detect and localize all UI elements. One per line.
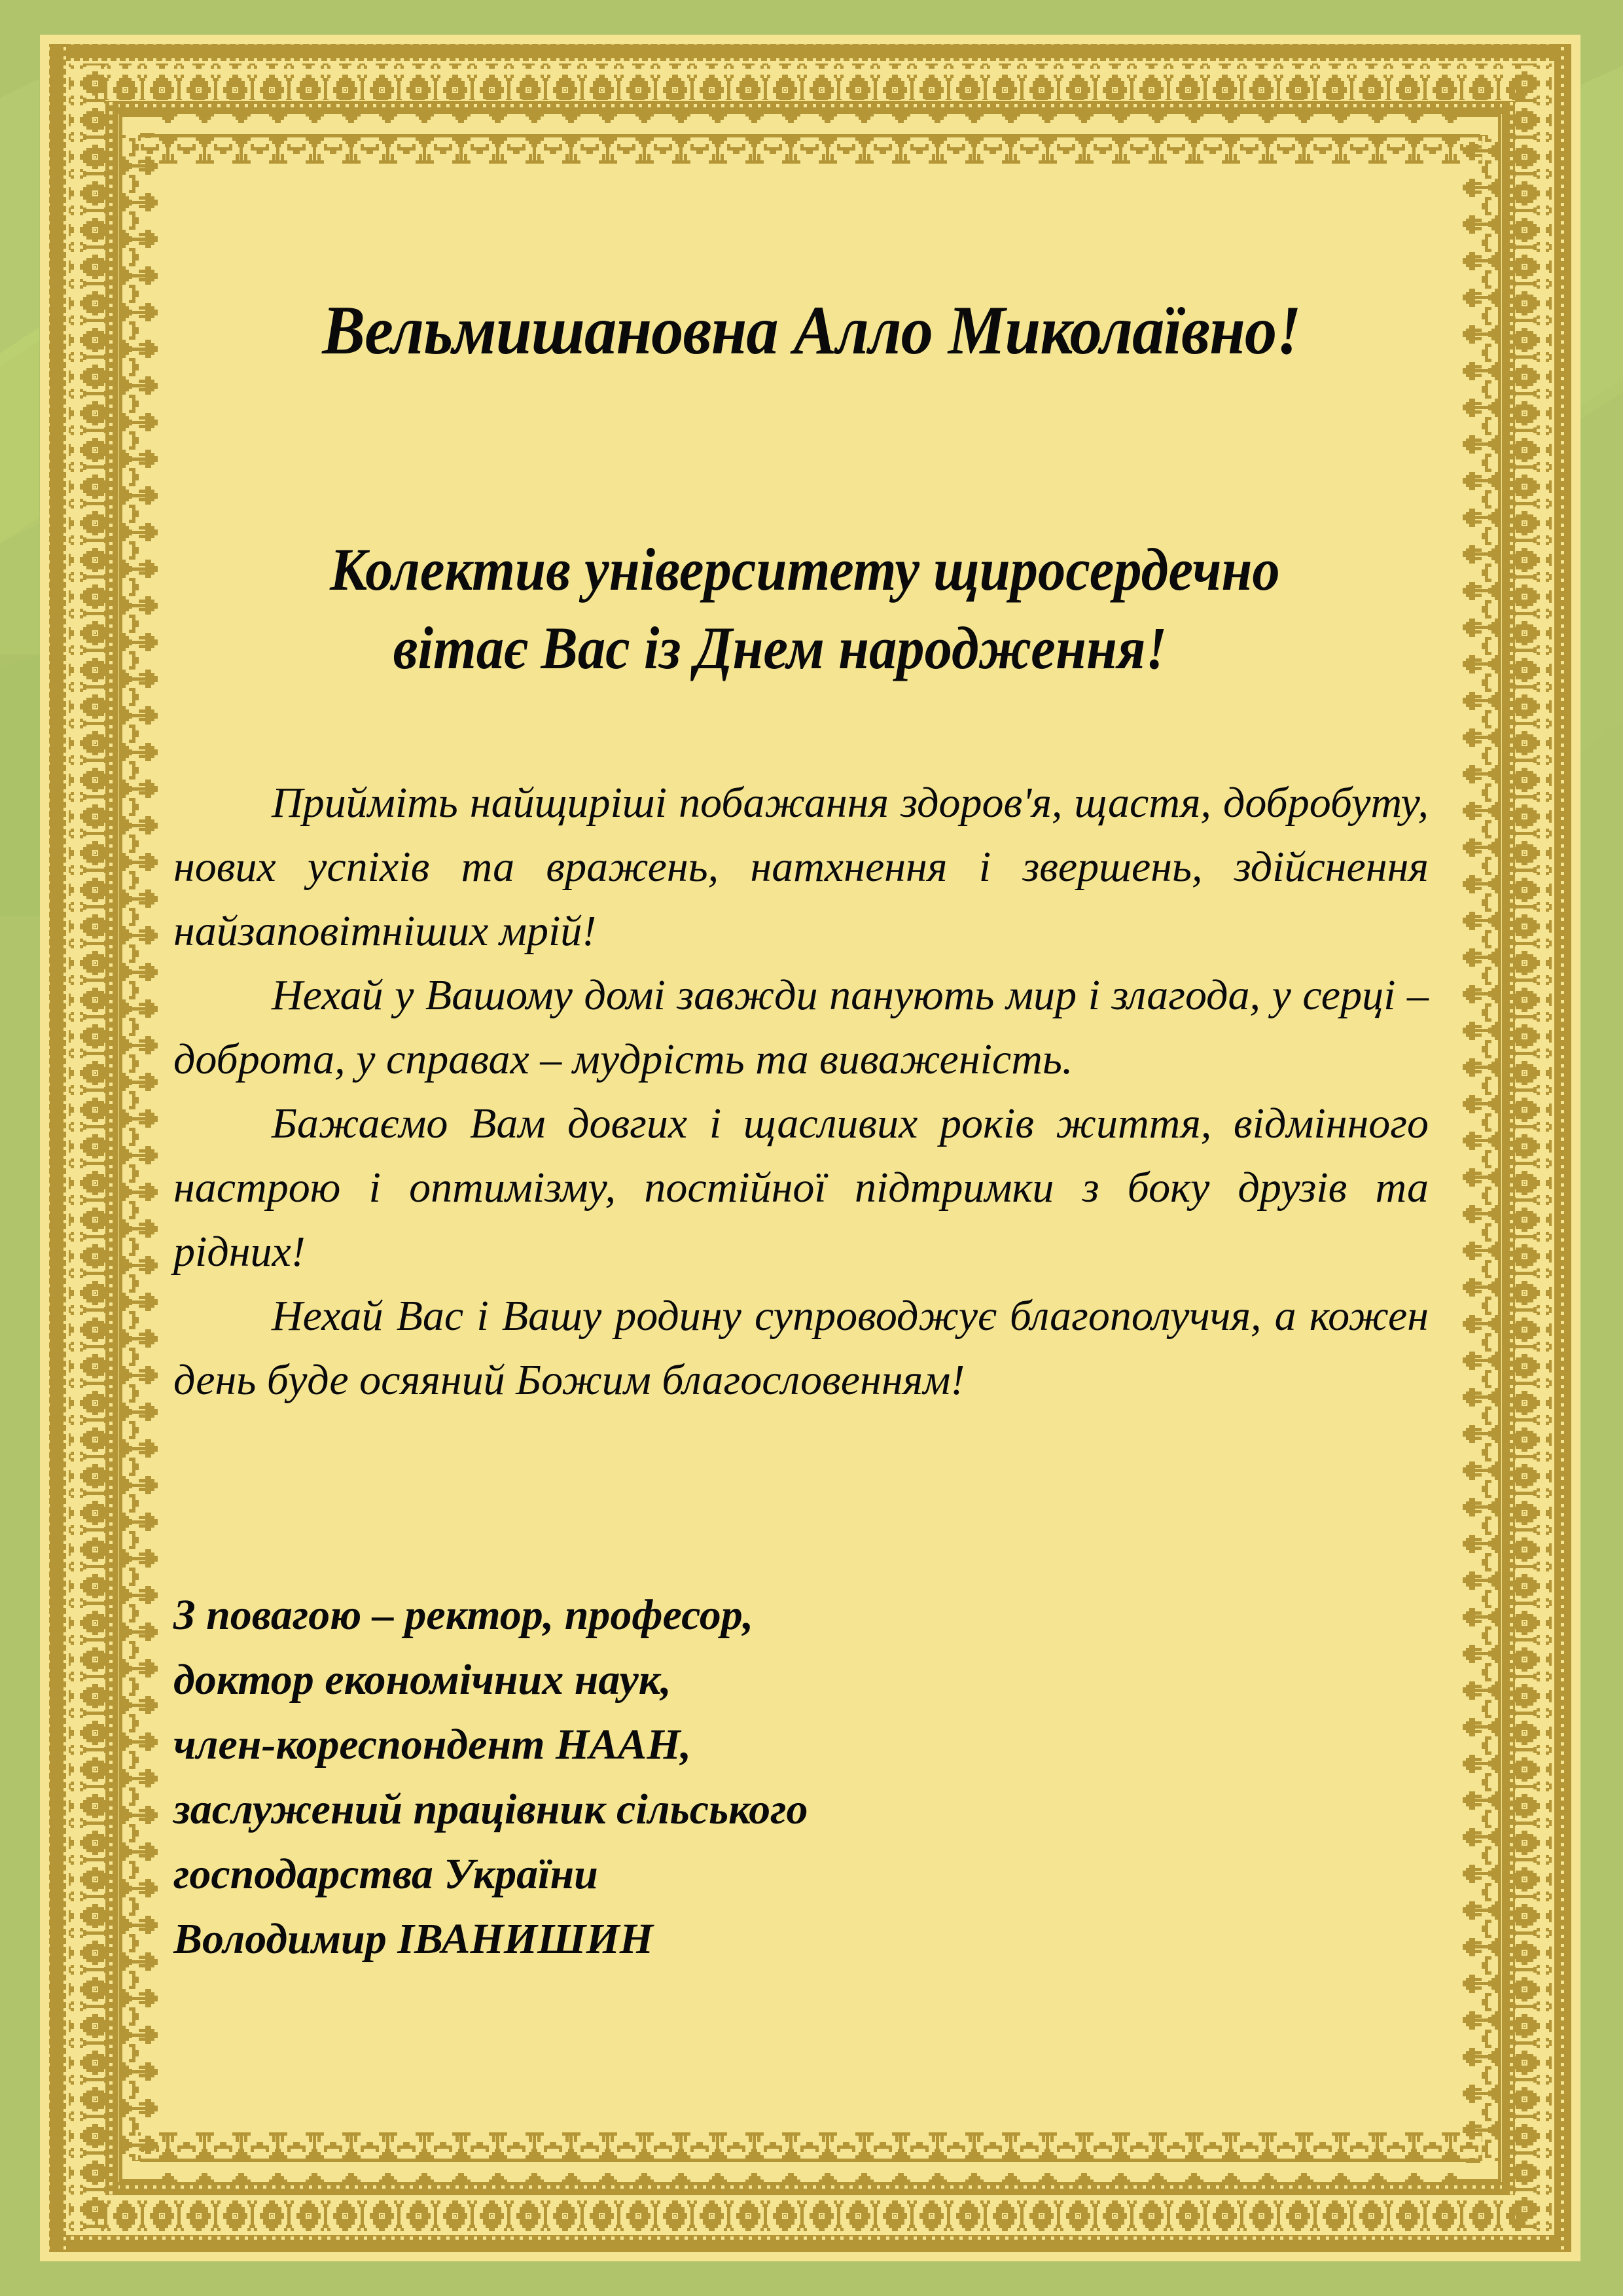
signature-line-honor-cont: господарства України [173, 1850, 598, 1898]
body-paragraph-blessing: Нехай Вас і Вашу родину супроводжує благополуччя, а кожен день буде осяяний Божим благословенням! [173, 1292, 1429, 1404]
letter-body [173, 771, 1429, 1412]
headline-line-2: вітає Вас із Днем народження! [393, 615, 1168, 681]
headline-line-1: Колектив університету щиросердечно [329, 536, 1280, 603]
signature-name: Володимир ІВАНИШИН [173, 1915, 654, 1963]
signature-line-academy: член-кореспондент НААН, [173, 1721, 692, 1768]
signature-line-degree: доктор економічних наук, [173, 1656, 671, 1704]
body-paragraph-wishes: Прийміть найщиріші побажання здоров'я, щастя, добробуту, нових успіхів та вражень, натхнення і звершень, здійснення найзаповітніших мрій! [173, 779, 1429, 955]
signature-block [173, 1583, 1090, 1971]
body-paragraph-years: Бажаємо Вам довгих і щасливих років життя, відмінного настрою і оптимізму, постійної підтримки з боку друзів та рідних! [173, 1100, 1429, 1276]
body-paragraph-home: Нехай у Вашому домі завжди панують мир і злагода, у серці – доброта, у справах – мудрість та виваженість. [173, 971, 1429, 1083]
signature-line-regards: З повагою – ректор, професор, [173, 1591, 754, 1639]
salutation-heading: Вельмишановна Алло Миколаївно! [322, 292, 1301, 368]
signature-line-honor: заслужений працівник сільського [173, 1785, 808, 1833]
